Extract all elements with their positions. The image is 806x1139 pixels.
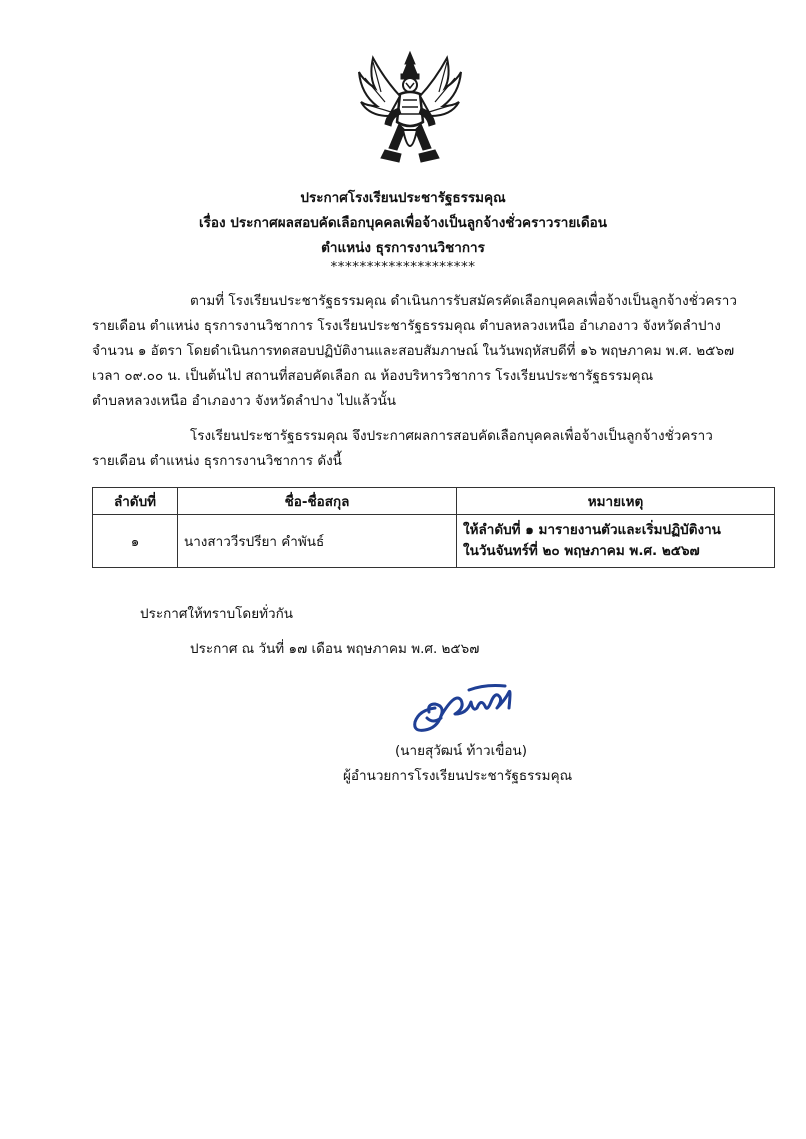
cell-name: นางสาววีรปรียา คำพันธ์ — [178, 515, 457, 568]
header-divider: ******************** — [330, 259, 476, 275]
paragraph-line: โรงเรียนประชารัฐธรรมคุณ จึงประกาศผลการสอบคัดเลือกบุคคลเพื่อจ้างเป็นลูกจ้างชั่วคราว — [190, 428, 713, 444]
garuda-emblem-icon — [355, 50, 465, 168]
column-header-remark: หมายเหตุ — [457, 488, 775, 515]
remark-line: ในวันจันทร์ที่ ๒๐ พฤษภาคม พ.ศ. ๒๕๖๗ — [463, 543, 700, 559]
announcement-subject: เรื่อง ประกาศผลสอบคัดเลือกบุคคลเพื่อจ้างเป็นลูกจ้างชั่วคราวรายเดือน — [199, 215, 607, 231]
paragraph-line: เวลา ๐๙.๐๐ น. เป็นต้นไป สถานที่สอบคัดเลือก ณ ห้องบริหารวิชาการ โรงเรียนประชารัฐธรรมคุณ — [92, 368, 654, 384]
signer-name: (นายสุวัฒน์ ท้าวเขื่อน) — [395, 743, 528, 759]
paragraph-line: รายเดือน ตำแหน่ง ธุรการงานวิชาการ ดังนี้ — [92, 453, 342, 469]
table-row — [93, 515, 775, 568]
paragraph-line: ตำบลหลวงเหนือ อำเภองาว จังหวัดลำปาง ไปแล้วนั้น — [92, 393, 397, 409]
column-header-name: ชื่อ-ชื่อสกุล — [178, 488, 457, 515]
column-header-order: ลำดับที่ — [93, 488, 178, 515]
table-header-row — [93, 488, 775, 515]
signer-position: ผู้อำนวยการโรงเรียนประชารัฐธรรมคุณ — [343, 768, 573, 784]
result-table — [92, 487, 775, 568]
cell-remark — [457, 515, 775, 568]
announcement-position: ตำแหน่ง ธุรการงานวิชาการ — [321, 240, 485, 256]
handwritten-signature — [405, 678, 525, 738]
announcement-title: ประกาศโรงเรียนประชารัฐธรรมคุณ — [300, 190, 506, 206]
cell-order: ๑ — [93, 515, 178, 568]
announcement-date: ประกาศ ณ วันที่ ๑๗ เดือน พฤษภาคม พ.ศ. ๒๕๖๗ — [190, 641, 480, 657]
paragraph-line: รายเดือน ตำแหน่ง ธุรการงานวิชาการ โรงเรียนประชารัฐธรรมคุณ ตำบลหลวงเหนือ อำเภองาว จังหวัดลำปาง — [92, 318, 721, 334]
paragraph-line: จำนวน ๑ อัตรา โดยดำเนินการทดสอบปฏิบัติงานและสอบสัมภาษณ์ ในวันพฤหัสบดีที่ ๑๖ พฤษภาคม พ.ศ. ๒๕๖๗ — [92, 343, 735, 359]
remark-line: ให้ลำดับที่ ๑ มารายงานตัวและเริ่มปฏิบัติงาน — [463, 522, 721, 538]
closing-announce: ประกาศให้ทราบโดยทั่วกัน — [140, 606, 293, 622]
paragraph-line: ตามที่ โรงเรียนประชารัฐธรรมคุณ ดำเนินการรับสมัครคัดเลือกบุคคลเพื่อจ้างเป็นลูกจ้างชั่วคราว — [190, 293, 737, 309]
